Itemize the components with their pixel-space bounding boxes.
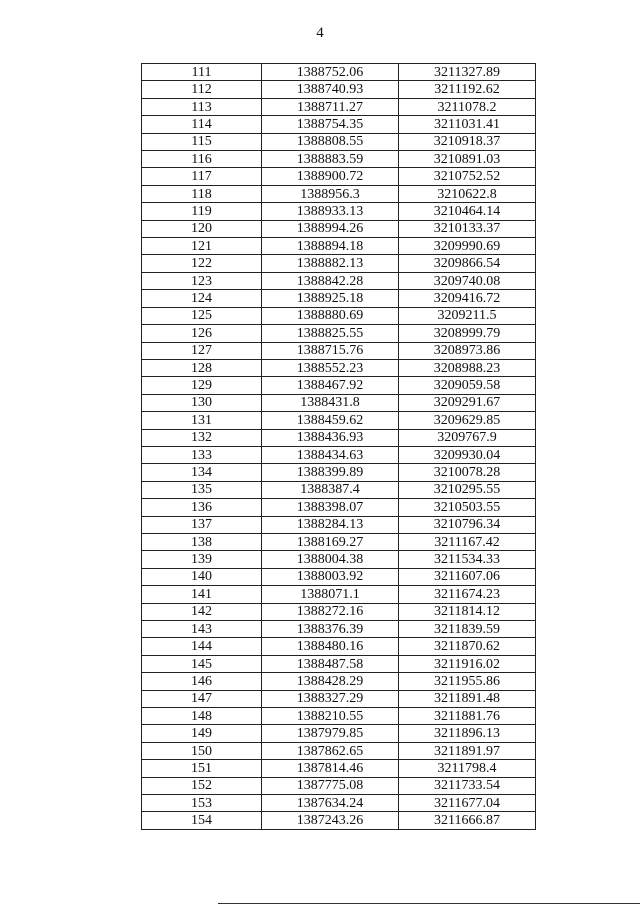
y-coordinate-cell: 3209767.9 [399, 429, 536, 446]
point-number-cell: 140 [142, 568, 262, 585]
point-number-cell: 148 [142, 708, 262, 725]
y-coordinate-cell: 3210503.55 [399, 499, 536, 516]
y-coordinate-cell: 3211881.76 [399, 708, 536, 725]
x-coordinate-cell: 1387634.24 [262, 795, 399, 812]
point-number-cell: 127 [142, 342, 262, 359]
y-coordinate-cell: 3211733.54 [399, 777, 536, 794]
y-coordinate-cell: 3210752.52 [399, 168, 536, 185]
x-coordinate-cell: 1388071.1 [262, 586, 399, 603]
y-coordinate-cell: 3208999.79 [399, 325, 536, 342]
point-number-cell: 117 [142, 168, 262, 185]
y-coordinate-cell: 3211916.02 [399, 655, 536, 672]
point-number-cell: 144 [142, 638, 262, 655]
table-row [142, 777, 536, 794]
point-number-cell: 149 [142, 725, 262, 742]
x-coordinate-cell: 1388715.76 [262, 342, 399, 359]
y-coordinate-cell: 3211891.48 [399, 690, 536, 707]
table-row [142, 255, 536, 272]
table-row [142, 151, 536, 168]
point-number-cell: 137 [142, 516, 262, 533]
y-coordinate-cell: 3211666.87 [399, 812, 536, 829]
table-row [142, 499, 536, 516]
y-coordinate-cell: 3211955.86 [399, 673, 536, 690]
y-coordinate-cell: 3210295.55 [399, 481, 536, 498]
table-row [142, 690, 536, 707]
point-number-cell: 143 [142, 621, 262, 638]
y-coordinate-cell: 3211031.41 [399, 116, 536, 133]
x-coordinate-cell: 1388436.93 [262, 429, 399, 446]
y-coordinate-cell: 3210796.34 [399, 516, 536, 533]
point-number-cell: 119 [142, 203, 262, 220]
x-coordinate-cell: 1388740.93 [262, 81, 399, 98]
table-row [142, 464, 536, 481]
x-coordinate-cell: 1388428.29 [262, 673, 399, 690]
y-coordinate-cell: 3211674.23 [399, 586, 536, 603]
table-row [142, 203, 536, 220]
table-row [142, 551, 536, 568]
x-coordinate-cell: 1388480.16 [262, 638, 399, 655]
x-coordinate-cell: 1388398.07 [262, 499, 399, 516]
point-number-cell: 152 [142, 777, 262, 794]
x-coordinate-cell: 1388894.18 [262, 238, 399, 255]
table-row [142, 64, 536, 81]
point-number-cell: 146 [142, 673, 262, 690]
point-number-cell: 129 [142, 377, 262, 394]
y-coordinate-cell: 3210078.28 [399, 464, 536, 481]
point-number-cell: 135 [142, 481, 262, 498]
x-coordinate-cell: 1388808.55 [262, 133, 399, 150]
x-coordinate-cell: 1388327.29 [262, 690, 399, 707]
point-number-cell: 114 [142, 116, 262, 133]
page-number: 4 [316, 25, 324, 41]
table-row [142, 655, 536, 672]
table-row [142, 394, 536, 411]
point-number-cell: 138 [142, 533, 262, 550]
point-number-cell: 116 [142, 151, 262, 168]
x-coordinate-cell: 1388933.13 [262, 203, 399, 220]
y-coordinate-cell: 3211327.89 [399, 64, 536, 81]
table-row [142, 516, 536, 533]
x-coordinate-cell: 1388399.89 [262, 464, 399, 481]
x-coordinate-cell: 1388459.62 [262, 412, 399, 429]
table-row [142, 307, 536, 324]
point-number-cell: 125 [142, 307, 262, 324]
table-row [142, 272, 536, 289]
x-coordinate-cell: 1388487.58 [262, 655, 399, 672]
x-coordinate-cell: 1388431.8 [262, 394, 399, 411]
point-number-cell: 112 [142, 81, 262, 98]
x-coordinate-cell: 1388900.72 [262, 168, 399, 185]
table-row [142, 185, 536, 202]
x-coordinate-cell: 1388003.92 [262, 568, 399, 585]
table-row [142, 238, 536, 255]
coordinates-table-body [142, 64, 536, 830]
table-row [142, 673, 536, 690]
table-row [142, 220, 536, 237]
y-coordinate-cell: 3208973.86 [399, 342, 536, 359]
table-row [142, 168, 536, 185]
point-number-cell: 150 [142, 742, 262, 759]
y-coordinate-cell: 3210464.14 [399, 203, 536, 220]
table-row [142, 586, 536, 603]
point-number-cell: 133 [142, 446, 262, 463]
point-number-cell: 126 [142, 325, 262, 342]
x-coordinate-cell: 1388754.35 [262, 116, 399, 133]
point-number-cell: 115 [142, 133, 262, 150]
table-row [142, 812, 536, 829]
table-row [142, 621, 536, 638]
y-coordinate-cell: 3211798.4 [399, 760, 536, 777]
table-row [142, 325, 536, 342]
point-number-cell: 154 [142, 812, 262, 829]
table-row [142, 533, 536, 550]
x-coordinate-cell: 1388882.13 [262, 255, 399, 272]
point-number-cell: 131 [142, 412, 262, 429]
point-number-cell: 153 [142, 795, 262, 812]
x-coordinate-cell: 1388825.55 [262, 325, 399, 342]
x-coordinate-cell: 1387862.65 [262, 742, 399, 759]
y-coordinate-cell: 3211870.62 [399, 638, 536, 655]
y-coordinate-cell: 3209211.5 [399, 307, 536, 324]
point-number-cell: 136 [142, 499, 262, 516]
point-number-cell: 134 [142, 464, 262, 481]
y-coordinate-cell: 3211167.42 [399, 533, 536, 550]
x-coordinate-cell: 1388272.16 [262, 603, 399, 620]
coordinates-table [141, 63, 536, 830]
x-coordinate-cell: 1388169.27 [262, 533, 399, 550]
bottom-rule [218, 903, 640, 904]
y-coordinate-cell: 3211891.97 [399, 742, 536, 759]
table-row [142, 760, 536, 777]
y-coordinate-cell: 3211839.59 [399, 621, 536, 638]
table-row [142, 342, 536, 359]
point-number-cell: 121 [142, 238, 262, 255]
y-coordinate-cell: 3209059.58 [399, 377, 536, 394]
table-row [142, 742, 536, 759]
point-number-cell: 145 [142, 655, 262, 672]
x-coordinate-cell: 1388387.4 [262, 481, 399, 498]
x-coordinate-cell: 1388467.92 [262, 377, 399, 394]
y-coordinate-cell: 3211607.06 [399, 568, 536, 585]
x-coordinate-cell: 1388210.55 [262, 708, 399, 725]
y-coordinate-cell: 3211896.13 [399, 725, 536, 742]
y-coordinate-cell: 3211078.2 [399, 98, 536, 115]
y-coordinate-cell: 3208988.23 [399, 359, 536, 376]
x-coordinate-cell: 1388752.06 [262, 64, 399, 81]
x-coordinate-cell: 1388880.69 [262, 307, 399, 324]
x-coordinate-cell: 1387243.26 [262, 812, 399, 829]
x-coordinate-cell: 1387775.08 [262, 777, 399, 794]
point-number-cell: 122 [142, 255, 262, 272]
table-row [142, 377, 536, 394]
point-number-cell: 132 [142, 429, 262, 446]
y-coordinate-cell: 3210622.8 [399, 185, 536, 202]
table-row [142, 725, 536, 742]
table-row [142, 81, 536, 98]
x-coordinate-cell: 1388434.63 [262, 446, 399, 463]
table-row [142, 481, 536, 498]
y-coordinate-cell: 3211677.04 [399, 795, 536, 812]
table-row [142, 412, 536, 429]
x-coordinate-cell: 1388925.18 [262, 290, 399, 307]
y-coordinate-cell: 3209629.85 [399, 412, 536, 429]
point-number-cell: 120 [142, 220, 262, 237]
point-number-cell: 141 [142, 586, 262, 603]
y-coordinate-cell: 3211192.62 [399, 81, 536, 98]
y-coordinate-cell: 3210133.37 [399, 220, 536, 237]
point-number-cell: 111 [142, 64, 262, 81]
table-row [142, 795, 536, 812]
point-number-cell: 124 [142, 290, 262, 307]
table-row [142, 446, 536, 463]
point-number-cell: 113 [142, 98, 262, 115]
x-coordinate-cell: 1388883.59 [262, 151, 399, 168]
point-number-cell: 142 [142, 603, 262, 620]
y-coordinate-cell: 3209291.67 [399, 394, 536, 411]
x-coordinate-cell: 1388552.23 [262, 359, 399, 376]
y-coordinate-cell: 3209866.54 [399, 255, 536, 272]
y-coordinate-cell: 3209416.72 [399, 290, 536, 307]
x-coordinate-cell: 1387814.46 [262, 760, 399, 777]
table-row [142, 603, 536, 620]
point-number-cell: 130 [142, 394, 262, 411]
x-coordinate-cell: 1388994.26 [262, 220, 399, 237]
y-coordinate-cell: 3209740.08 [399, 272, 536, 289]
table-row [142, 359, 536, 376]
x-coordinate-cell: 1388711.27 [262, 98, 399, 115]
x-coordinate-cell: 1388842.28 [262, 272, 399, 289]
y-coordinate-cell: 3210891.03 [399, 151, 536, 168]
point-number-cell: 139 [142, 551, 262, 568]
x-coordinate-cell: 1388004.38 [262, 551, 399, 568]
table-row [142, 429, 536, 446]
y-coordinate-cell: 3209930.04 [399, 446, 536, 463]
y-coordinate-cell: 3209990.69 [399, 238, 536, 255]
x-coordinate-cell: 1388284.13 [262, 516, 399, 533]
table-row [142, 98, 536, 115]
table-row [142, 116, 536, 133]
table-row [142, 290, 536, 307]
table-row [142, 568, 536, 585]
y-coordinate-cell: 3210918.37 [399, 133, 536, 150]
point-number-cell: 151 [142, 760, 262, 777]
point-number-cell: 123 [142, 272, 262, 289]
x-coordinate-cell: 1388956.3 [262, 185, 399, 202]
y-coordinate-cell: 3211814.12 [399, 603, 536, 620]
table-row [142, 638, 536, 655]
point-number-cell: 147 [142, 690, 262, 707]
x-coordinate-cell: 1388376.39 [262, 621, 399, 638]
y-coordinate-cell: 3211534.33 [399, 551, 536, 568]
point-number-cell: 128 [142, 359, 262, 376]
table-row [142, 133, 536, 150]
table-row [142, 708, 536, 725]
x-coordinate-cell: 1387979.85 [262, 725, 399, 742]
point-number-cell: 118 [142, 185, 262, 202]
